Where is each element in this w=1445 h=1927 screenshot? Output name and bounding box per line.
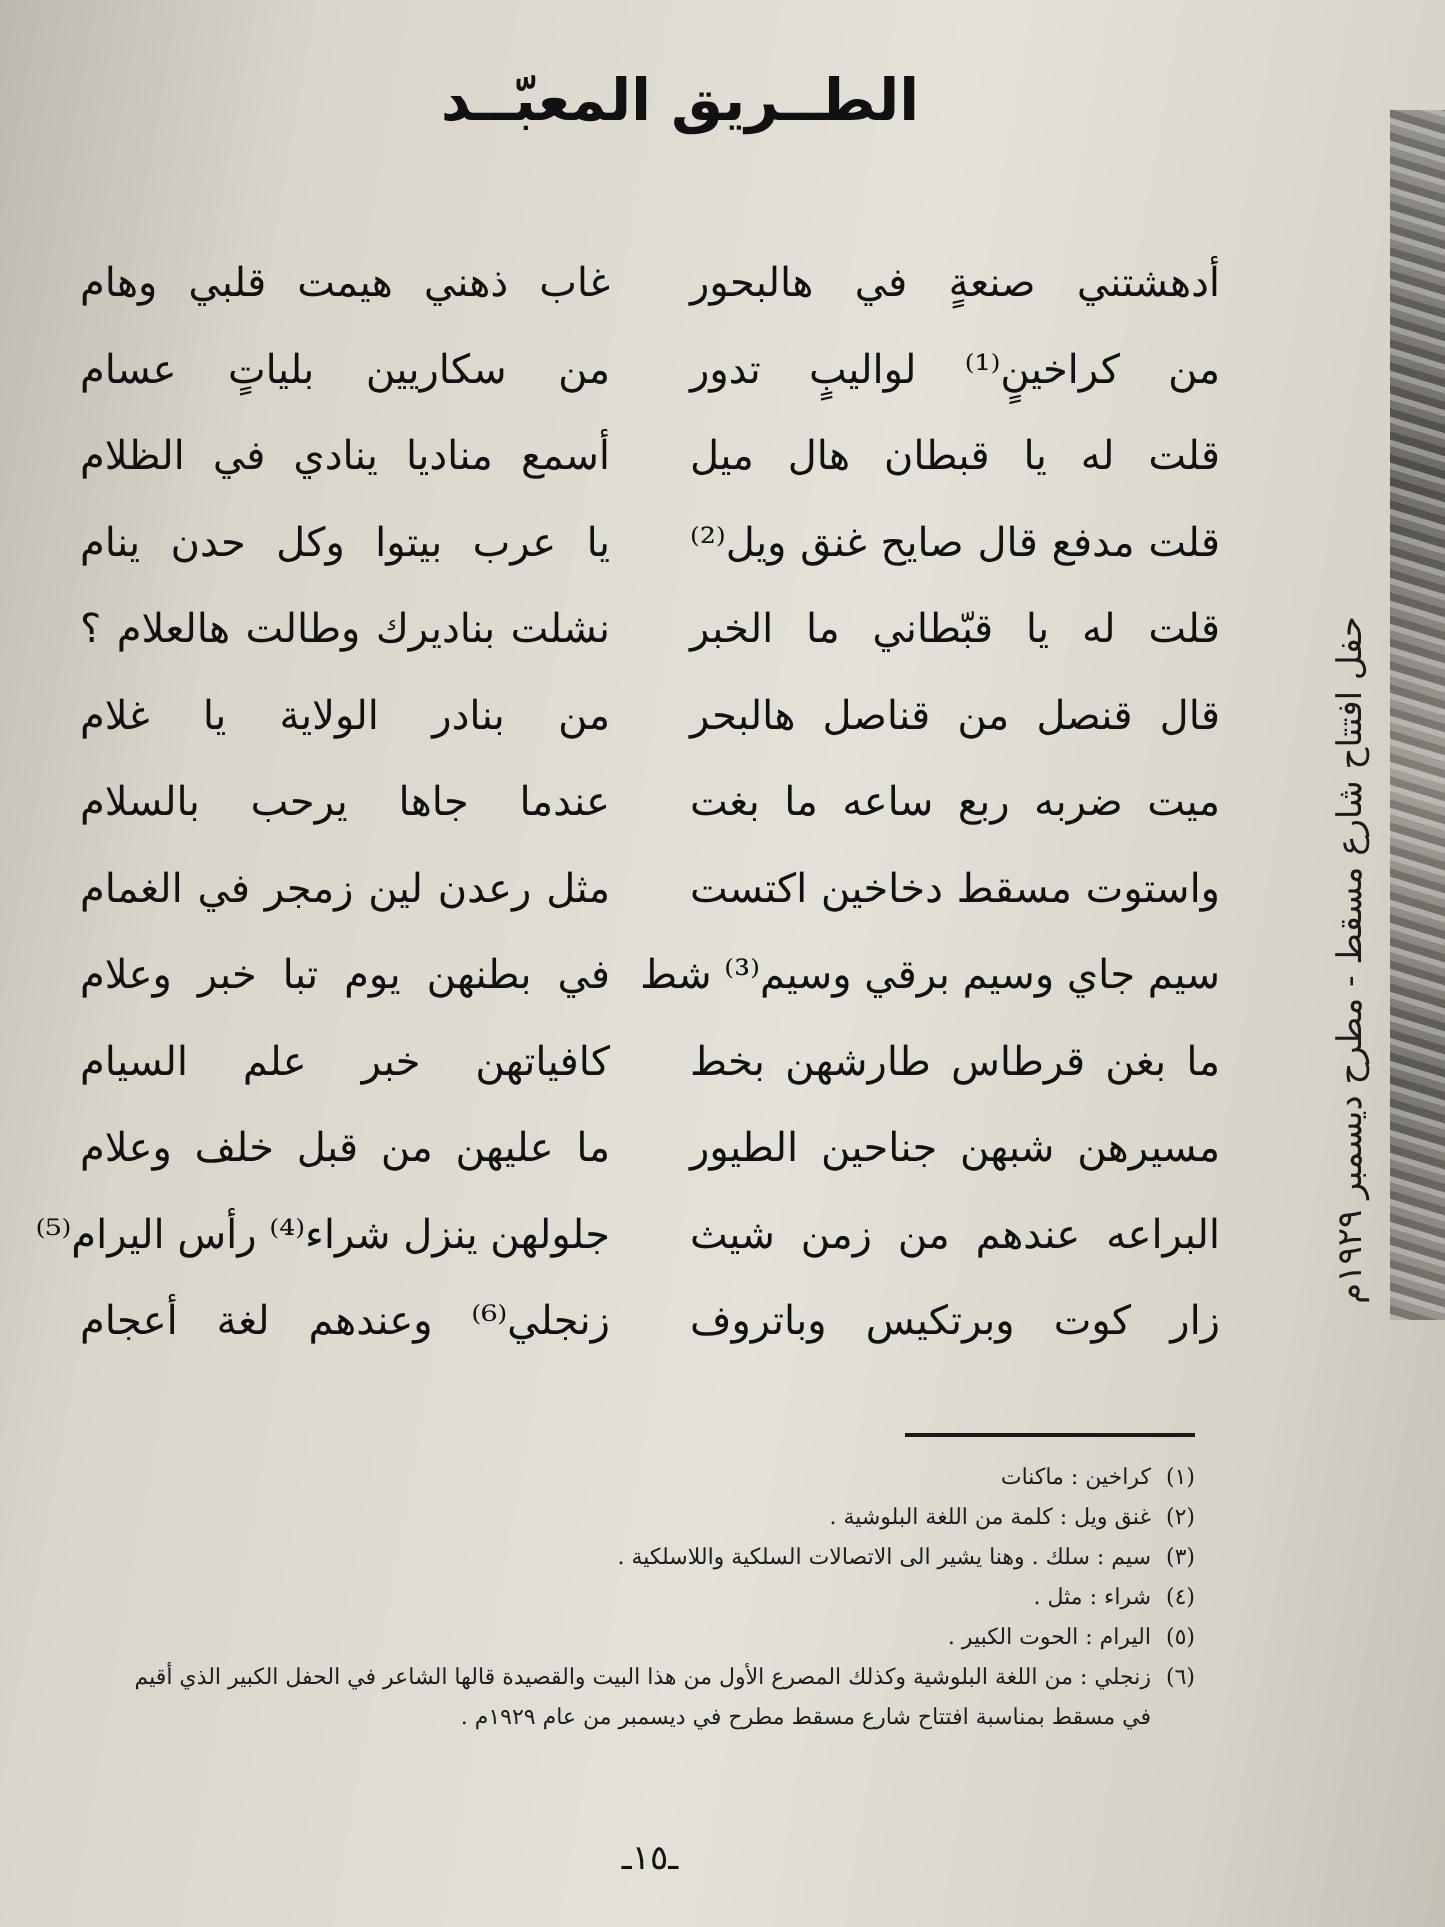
footnote: [120, 1618, 1195, 1658]
verse-left-hemistich: من سكاريين بلياتٍ عسام: [80, 346, 610, 393]
verse-left-hemistich: جلولهن ينزل شراء⁽⁴⁾ رأس اليرام⁽⁵⁾: [35, 1211, 610, 1258]
footnote-number: (٥): [1165, 1625, 1195, 1650]
verse-right-hemistich: قلت له يا قبّطاني ما الخبر: [690, 606, 1220, 653]
verse-left-hemistich: عندما جاها يرحب بالسلام: [80, 779, 610, 826]
footnote-text: شراء : مثل .: [1033, 1585, 1151, 1610]
verse-left-hemistich: في بطنهن يوم تبا خبر وعلام: [80, 952, 610, 999]
footnote-number: (١): [1165, 1465, 1195, 1490]
verse: [80, 1278, 1220, 1365]
poem: [35, 240, 1220, 1365]
verse: [80, 673, 1220, 760]
verse-right-hemistich: البراعه عندهم من زمن شيث: [690, 1211, 1220, 1258]
footnote-text: غنق ويل : كلمة من اللغة البلوشية .: [829, 1505, 1151, 1530]
verse-right-hemistich: ميت ضربه ربع ساعه ما بغت: [690, 779, 1220, 826]
verse: [80, 240, 1220, 327]
verse-right-hemistich: ما بغن قرطاس طارشهن بخط: [690, 1038, 1220, 1085]
verse-left-hemistich: يا عرب بيتوا وكل حدن ينام: [80, 519, 610, 566]
footnotes: [120, 1458, 1195, 1738]
verse-left-hemistich: أسمع مناديا ينادي في الظلام: [80, 433, 610, 480]
verse: [80, 932, 1220, 1019]
verse-right-hemistich: مسيرهن شبهن جناحين الطيور: [690, 1125, 1220, 1172]
footnote-number: (٤): [1165, 1585, 1195, 1610]
page-title: الطــريق المعبّــد: [440, 66, 920, 134]
verse: [80, 586, 1220, 673]
verse-left-hemistich: ما عليهن من قبل خلف وعلام: [80, 1125, 610, 1172]
verse-left-hemistich: من بنادر الولاية يا غلام: [80, 692, 610, 739]
footnote-text: سيم : سلك . وهنا يشير الى الاتصالات السلكية واللاسلكية .: [617, 1545, 1151, 1570]
verse-left-hemistich: غاب ذهني هيمت قلبي وهام: [80, 260, 610, 307]
verse-left-hemistich: مثل رعدن لين زمجر في الغمام: [80, 865, 610, 912]
photo-edge: [1390, 110, 1445, 1320]
verse-right-hemistich: قلت مدفع قال صايح غنق ويل⁽²⁾: [690, 519, 1220, 566]
footnote-text: كراخين : ماكنات: [1000, 1465, 1151, 1490]
verse-left-hemistich: زنجلي⁽⁶⁾ وعندهم لغة أعجام: [80, 1298, 610, 1345]
verse-right-hemistich: زار كوت وبرتكيس وباتروف: [690, 1298, 1220, 1345]
verse-right-hemistich: من كراخينٍ⁽¹⁾ لواليبٍ تدور: [690, 346, 1220, 393]
verse-left-hemistich: كافياتهن خبر علم السيام: [80, 1038, 610, 1085]
verse-right-hemistich: أدهشتني صنعةٍ في هالبحور: [690, 260, 1220, 307]
page-number: ـ١٥ـ: [621, 1838, 679, 1878]
footnote-text: زنجلي : من اللغة البلوشية وكذلك المصرع الأول من هذا البيت والقصيدة قالها الشاعر في الحفل الكبير الذي أقيم في مسقط بمناسبة افتتاح شارع مسقط مطرح في ديسمبر من عام ١٩٢٩م .: [134, 1665, 1151, 1730]
verse: [80, 413, 1220, 500]
footnote-number: (٢): [1165, 1505, 1195, 1530]
footnote-divider: [905, 1433, 1195, 1437]
verse: [80, 1019, 1220, 1106]
verse: [80, 759, 1220, 846]
footnote-number: (٦): [1165, 1665, 1195, 1690]
verse: [80, 327, 1220, 414]
footnote: [120, 1658, 1195, 1738]
side-caption: حفل افتتاح شارع مسقط - مطرح ديسمبر ١٩٢٩م: [1330, 616, 1370, 1304]
verse-right-hemistich: قال قنصل من قناصل هالبحر: [690, 692, 1220, 739]
footnote-text: اليرام : الحوت الكبير .: [947, 1625, 1151, 1650]
footnote: [120, 1578, 1195, 1618]
footnote: [120, 1538, 1195, 1578]
verse: [80, 1105, 1220, 1192]
footnote: [120, 1498, 1195, 1538]
verse-right-hemistich: سيم جاي وسيم برقي وسيم⁽³⁾ شط: [640, 952, 1220, 999]
footnote-number: (٣): [1165, 1545, 1195, 1570]
footnote: [120, 1458, 1195, 1498]
verse-left-hemistich: نشلت بناديرك وطالت هالعلام ؟: [80, 606, 610, 653]
verse: [80, 846, 1220, 933]
verse-right-hemistich: قلت له يا قبطان هال ميل: [690, 433, 1220, 480]
verse: [80, 500, 1220, 587]
verse: [35, 1192, 1220, 1279]
verse-right-hemistich: واستوت مسقط دخاخين اكتست: [690, 865, 1220, 912]
